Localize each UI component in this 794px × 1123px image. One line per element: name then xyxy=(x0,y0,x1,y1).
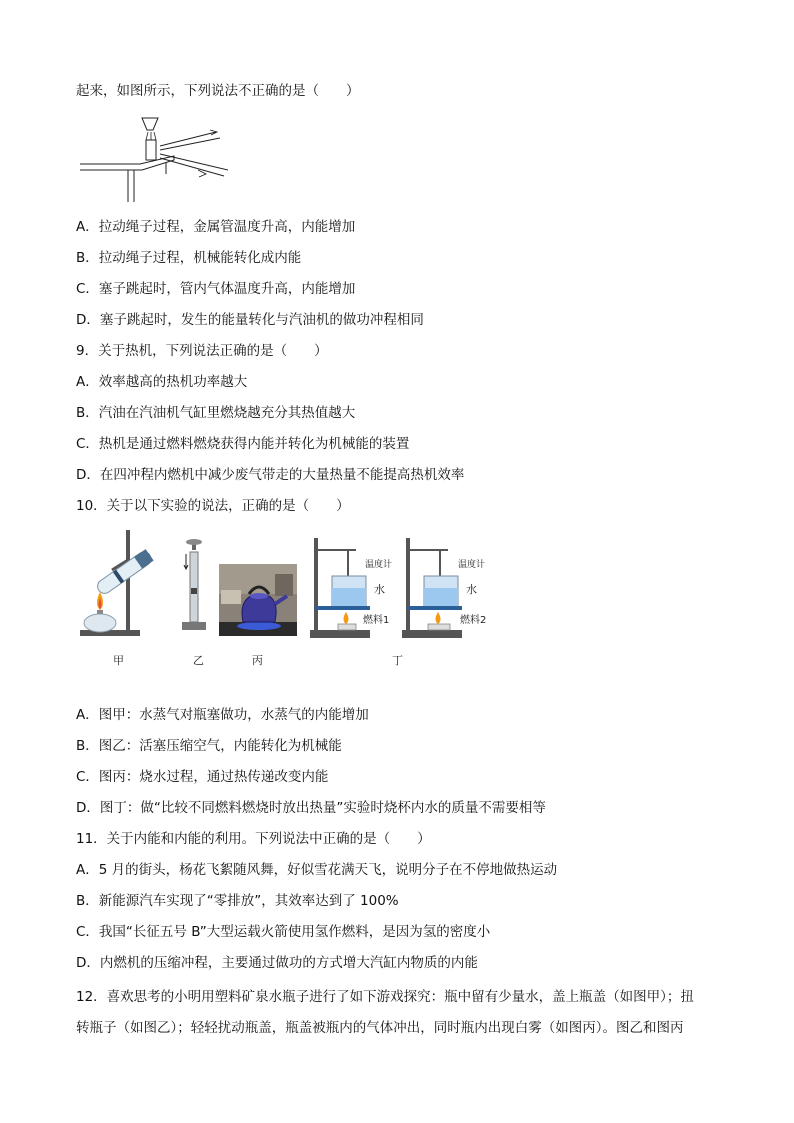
q10-option-a: A．图甲：水蒸气对瓶塞做功，水蒸气的内能增加 xyxy=(76,707,369,723)
q9-option-d: D．在四冲程内燃机中减少废气带走的大量热量不能提高热机效率 xyxy=(76,467,465,483)
q10-caption-ding: 丁 xyxy=(392,654,403,667)
q10-figure-yi xyxy=(176,538,212,634)
q9-option-c: C．热机是通过燃料燃烧获得内能并转化为机械能的装置 xyxy=(76,436,410,452)
q11-option-d: D．内燃机的压缩冲程，主要通过做功的方式增大汽缸内物质的内能 xyxy=(76,955,478,971)
q10-figure-jia xyxy=(76,526,172,640)
q10-label-water-2: 水 xyxy=(466,583,477,596)
q9-stem: 9．关于热机，下列说法正确的是（ ） xyxy=(76,343,328,359)
q9-option-a: A．效率越高的热机功率越大 xyxy=(76,374,248,390)
q10-caption-bing: 丙 xyxy=(252,654,263,667)
q10-option-d: D．图丁：做“比较不同燃料燃烧时放出热量”实验时烧杯内水的质量不需要相等 xyxy=(76,800,546,816)
q10-caption-jia: 甲 xyxy=(113,654,124,667)
q11-option-a: A．5 月的街头，杨花飞絮随风舞，好似雪花满天飞，说明分子在不停地做热运动 xyxy=(76,862,558,878)
q11-stem: 11．关于内能和内能的利用。下列说法中正确的是（ ） xyxy=(76,831,431,847)
q8-stem: 起来，如图所示，下列说法不正确的是（ ） xyxy=(76,83,360,99)
q10-label-water-1: 水 xyxy=(374,583,385,596)
q10-label-thermometer-2: 温度计 xyxy=(458,560,486,570)
q8-option-d: D．塞子跳起时，发生的能量转化与汽油机的做功冲程相同 xyxy=(76,312,424,328)
q10-option-b: B．图乙：活塞压缩空气，内能转化为机械能 xyxy=(76,738,342,754)
q8-option-c: C．塞子跳起时，管内气体温度升高，内能增加 xyxy=(76,281,356,297)
q10-label-thermometer-1: 温度计 xyxy=(365,560,393,570)
q10-figure-bing xyxy=(219,564,297,636)
q10-caption-yi: 乙 xyxy=(193,654,204,667)
q11-option-c: C．我国“长征五号 B”大型运载火箭使用氢作燃料，是因为氢的密度小 xyxy=(76,924,491,940)
q8-option-a: A．拉动绳子过程，金属管温度升高，内能增加 xyxy=(76,219,356,235)
q9-option-b: B．汽油在汽油机气缸里燃烧越充分其热值越大 xyxy=(76,405,356,421)
q10-stem: 10．关于以下实验的说法，正确的是（ ） xyxy=(76,498,350,514)
q10-label-fuel-1: 燃料1 xyxy=(363,615,390,626)
q12-line-2: 转瓶子（如图乙）；轻轻扰动瓶盖，瓶盖被瓶内的气体冲出，同时瓶内出现白雾（如图丙）。图乙和图丙 xyxy=(76,1020,684,1036)
q12-line-1: 12．喜欢思考的小明用塑料矿泉水瓶子进行了如下游戏探究：瓶中留有少量水，盖上瓶盖（如图甲）；扭 xyxy=(76,989,694,1005)
q8-figure xyxy=(78,112,228,204)
q10-option-c: C．图丙：烧水过程，通过热传递改变内能 xyxy=(76,769,329,785)
q8-option-b: B．拉动绳子过程，机械能转化成内能 xyxy=(76,250,302,266)
q10-label-fuel-2: 燃料2 xyxy=(460,615,487,626)
q11-option-b: B．新能源汽车实现了“零排放”，其效率达到了 100% xyxy=(76,893,399,909)
